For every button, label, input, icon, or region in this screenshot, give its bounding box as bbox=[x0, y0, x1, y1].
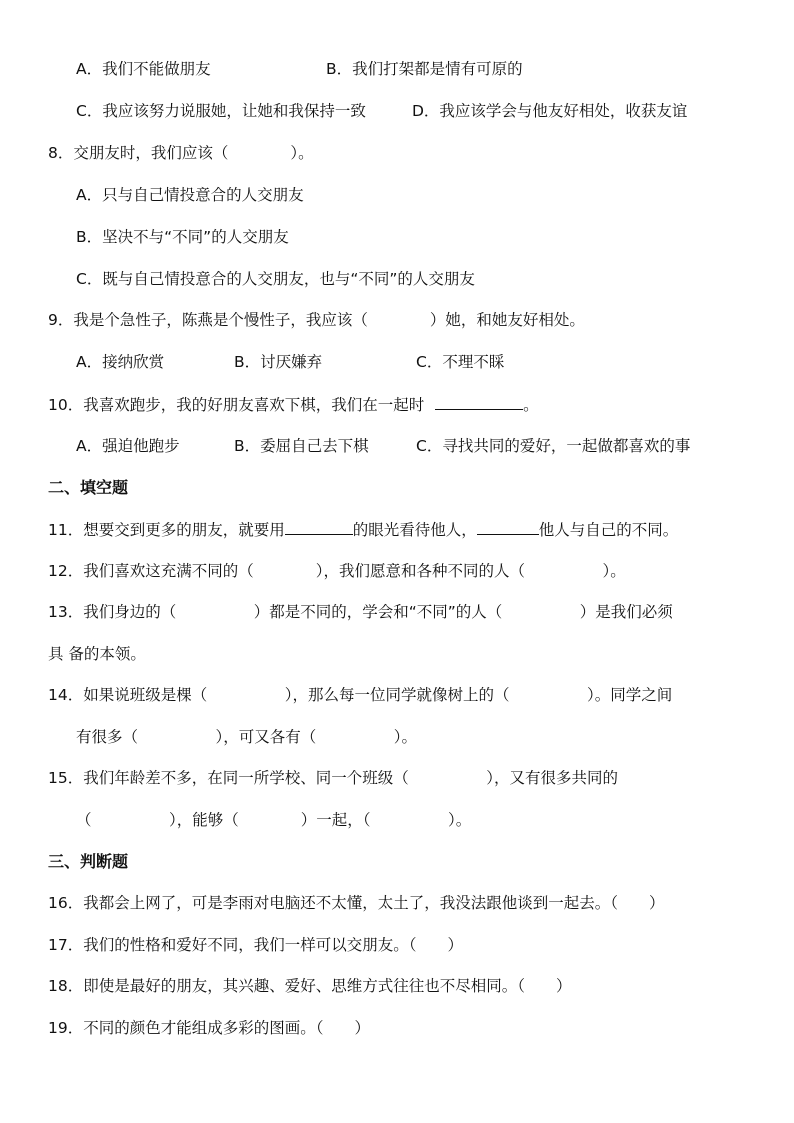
q8-stem: 8．交朋友时，我们应该（ ）。 bbox=[48, 144, 314, 162]
q9-option-a: A．接纳欣赏 bbox=[76, 353, 165, 371]
q11-text-1: 11．想要交到更多的朋友，就要用 bbox=[48, 521, 285, 539]
q12-stem: 12．我们喜欢这充满不同的（ ），我们愿意和各种不同的人（ ）。 bbox=[48, 562, 626, 580]
q15-continuation: （ ），能够（ ）一起，（ ）。 bbox=[76, 811, 472, 829]
q11-stem bbox=[48, 518, 678, 541]
q10-option-c: C．寻找共同的爱好，一起做都喜欢的事 bbox=[416, 437, 691, 455]
q13-continuation: 具 备的本领。 bbox=[48, 645, 146, 663]
q11-text-2: 的眼光看待他人， bbox=[352, 521, 477, 539]
q10-option-a: A．强迫他跑步 bbox=[76, 437, 180, 455]
q11-blank-2[interactable] bbox=[477, 518, 539, 535]
q8-option-b: B．坚决不与“不同”的人交朋友 bbox=[76, 228, 289, 246]
q7-option-b: B．我们打架都是情有可原的 bbox=[326, 60, 523, 78]
q19-stem: 19．不同的颜色才能组成多彩的图画。（ ） bbox=[48, 1019, 370, 1037]
q11-blank-1[interactable] bbox=[285, 518, 353, 535]
section-true-false-heading: 三、判断题 bbox=[48, 852, 129, 871]
q10-answer-blank[interactable] bbox=[435, 393, 523, 410]
q10-text: 10．我喜欢跑步，我的好朋友喜欢下棋，我们在一起时 bbox=[48, 396, 425, 414]
q8-option-c: C．既与自己情投意合的人交朋友，也与“不同”的人交朋友 bbox=[76, 270, 475, 288]
q7-option-c: C．我应该努力说服她，让她和我保持一致 bbox=[76, 102, 366, 120]
q18-stem: 18．即使是最好的朋友，其兴趣、爱好、思维方式往往也不尽相同。（ ） bbox=[48, 977, 572, 995]
q14-stem: 14．如果说班级是棵（ ），那么每一位同学就像树上的（ ）。同学之间 bbox=[48, 686, 673, 704]
q11-text-3: 他人与自己的不同。 bbox=[538, 521, 679, 539]
q17-stem: 17．我们的性格和爱好不同，我们一样可以交朋友。（ ） bbox=[48, 936, 463, 954]
q16-stem: 16．我都会上网了，可是李雨对电脑还不太懂，太土了，我没法跟他谈到一起去。（ ） bbox=[48, 894, 665, 912]
q13-stem: 13．我们身边的（ ）都是不同的，学会和“不同”的人（ ）是我们必须 bbox=[48, 603, 673, 621]
q7-option-d: D．我应该学会与他友好相处，收获友谊 bbox=[412, 102, 688, 120]
q10-option-b: B．委屈自己去下棋 bbox=[234, 437, 369, 455]
section-fill-in-blanks-heading: 二、填空题 bbox=[48, 478, 129, 497]
q9-option-b: B．讨厌嫌弃 bbox=[234, 353, 323, 371]
q10-end: 。 bbox=[523, 396, 539, 414]
q15-stem: 15．我们年龄差不多，在同一所学校、同一个班级（ ），又有很多共同的 bbox=[48, 769, 618, 787]
q9-option-c: C．不理不睬 bbox=[416, 353, 505, 371]
q9-stem: 9．我是个急性子，陈燕是个慢性子，我应该（ ）她，和她友好相处。 bbox=[48, 311, 585, 329]
q10-stem bbox=[48, 393, 539, 416]
q8-option-a: A．只与自己情投意合的人交朋友 bbox=[76, 186, 304, 204]
q14-continuation: 有很多（ ），可又各有（ ）。 bbox=[76, 728, 418, 746]
q7-option-a: A．我们不能做朋友 bbox=[76, 60, 211, 78]
